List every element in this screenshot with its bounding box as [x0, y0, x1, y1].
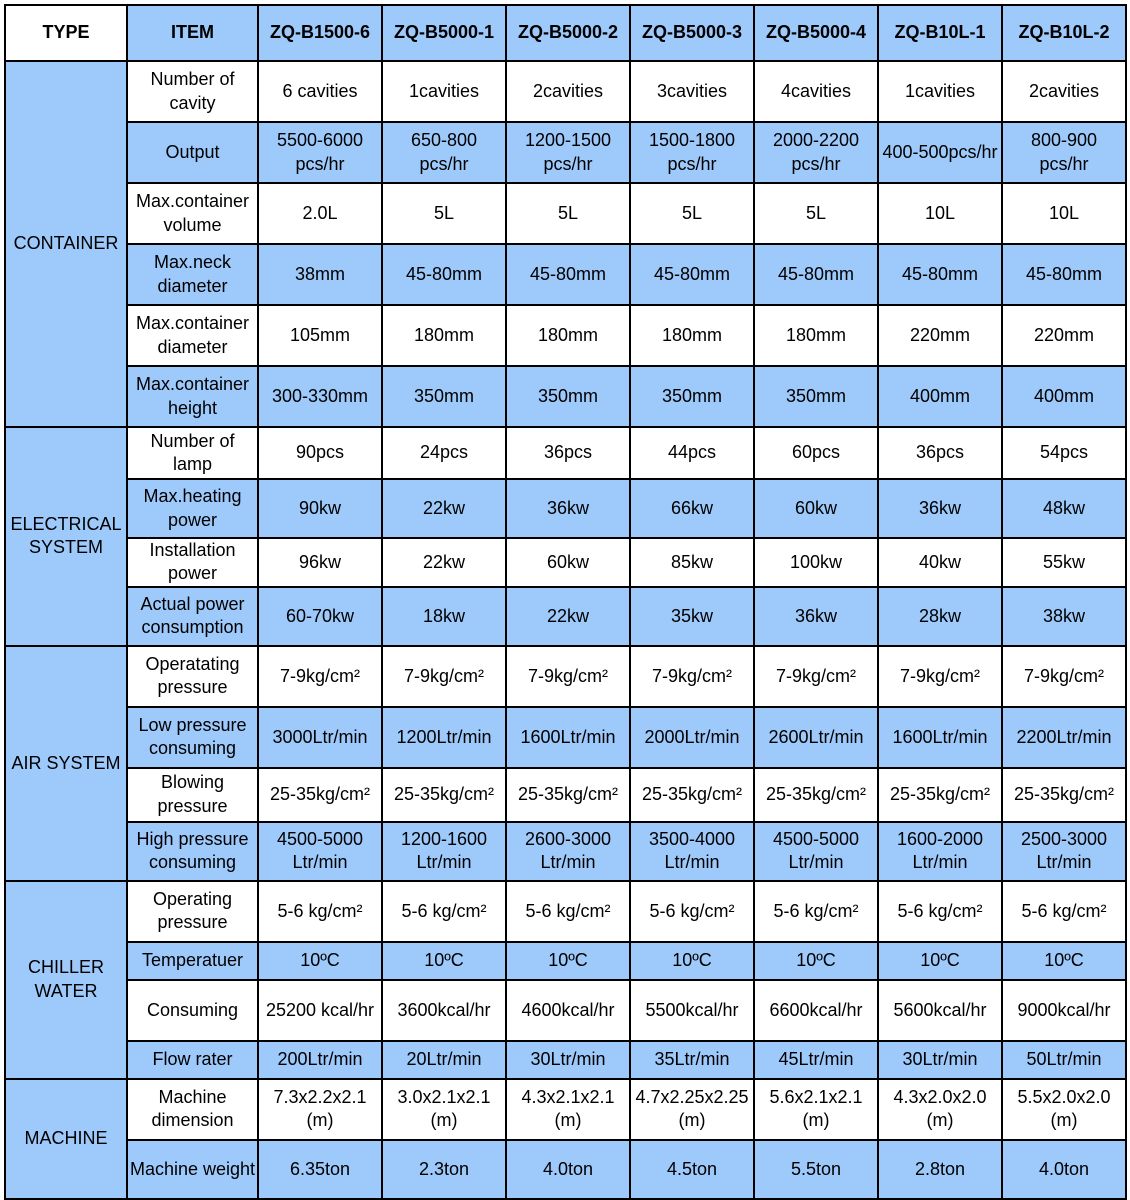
value-cell: 9000kcal/hr — [1002, 980, 1126, 1041]
value-cell: 66kw — [630, 479, 754, 538]
value-cell: 3.0x2.1x2.1(m) — [382, 1079, 506, 1140]
value-cell: 25-35kg/cm² — [1002, 768, 1126, 822]
item-label: Max.container diameter — [127, 305, 258, 366]
value-cell: 10ºC — [630, 942, 754, 980]
value-cell: 220mm — [1002, 305, 1126, 366]
value-cell: 10ºC — [1002, 942, 1126, 980]
value-cell: 28kw — [878, 587, 1002, 646]
value-cell: 25-35kg/cm² — [382, 768, 506, 822]
value-cell: 2.8ton — [878, 1140, 1002, 1199]
value-cell: 2.3ton — [382, 1140, 506, 1199]
value-cell: 7-9kg/cm² — [878, 646, 1002, 707]
value-cell: 2000-2200 pcs/hr — [754, 122, 878, 183]
item-label: Operating pressure — [127, 881, 258, 942]
value-cell: 2cavities — [1002, 61, 1126, 122]
value-cell: 1600-2000 Ltr/min — [878, 822, 1002, 881]
value-cell: 2200Ltr/min — [1002, 707, 1126, 768]
value-cell: 5600kcal/hr — [878, 980, 1002, 1041]
table-row — [5, 942, 1126, 980]
value-cell: 1cavities — [878, 61, 1002, 122]
value-cell: 2600Ltr/min — [754, 707, 878, 768]
value-cell: 300-330mm — [258, 366, 382, 427]
value-cell: 800-900 pcs/hr — [1002, 122, 1126, 183]
value-cell: 4.7x2.25x2.25(m) — [630, 1079, 754, 1140]
value-cell: 2.0L — [258, 183, 382, 244]
model-header: ZQ-B1500-6 — [258, 5, 382, 61]
item-label: Consuming — [127, 980, 258, 1041]
value-cell: 350mm — [382, 366, 506, 427]
table-row — [5, 479, 1126, 538]
value-cell: 4500-5000 Ltr/min — [258, 822, 382, 881]
item-label: Installation power — [127, 538, 258, 587]
value-cell: 25-35kg/cm² — [506, 768, 630, 822]
value-cell: 3600kcal/hr — [382, 980, 506, 1041]
table-row — [5, 538, 1126, 587]
value-cell: 90pcs — [258, 427, 382, 479]
value-cell: 5-6 kg/cm² — [754, 881, 878, 942]
value-cell: 5-6 kg/cm² — [258, 881, 382, 942]
value-cell: 22kw — [382, 479, 506, 538]
item-label: Machine dimension — [127, 1079, 258, 1140]
model-header: ZQ-B5000-3 — [630, 5, 754, 61]
value-cell: 5L — [630, 183, 754, 244]
table-row — [5, 244, 1126, 305]
item-label: Blowing pressure — [127, 768, 258, 822]
item-label: Number of cavity — [127, 61, 258, 122]
value-cell: 7-9kg/cm² — [506, 646, 630, 707]
value-cell: 7.3x2.2x2.1(m) — [258, 1079, 382, 1140]
value-cell: 1200-1600 Ltr/min — [382, 822, 506, 881]
value-cell: 4500-5000 Ltr/min — [754, 822, 878, 881]
table-row — [5, 1079, 1126, 1140]
value-cell: 60kw — [754, 479, 878, 538]
value-cell: 38kw — [1002, 587, 1126, 646]
value-cell: 10L — [1002, 183, 1126, 244]
value-cell: 54pcs — [1002, 427, 1126, 479]
value-cell: 85kw — [630, 538, 754, 587]
value-cell: 100kw — [754, 538, 878, 587]
value-cell: 2000Ltr/min — [630, 707, 754, 768]
table-row — [5, 707, 1126, 768]
value-cell: 25-35kg/cm² — [878, 768, 1002, 822]
value-cell: 7-9kg/cm² — [382, 646, 506, 707]
value-cell: 1600Ltr/min — [878, 707, 1002, 768]
value-cell: 3000Ltr/min — [258, 707, 382, 768]
table-row — [5, 768, 1126, 822]
value-cell: 35kw — [630, 587, 754, 646]
table-row — [5, 427, 1126, 479]
value-cell: 7-9kg/cm² — [1002, 646, 1126, 707]
value-cell: 1200Ltr/min — [382, 707, 506, 768]
model-header: ZQ-B10L-1 — [878, 5, 1002, 61]
value-cell: 25-35kg/cm² — [630, 768, 754, 822]
value-cell: 5L — [506, 183, 630, 244]
value-cell: 30Ltr/min — [506, 1041, 630, 1079]
value-cell: 350mm — [754, 366, 878, 427]
model-header: ZQ-B5000-2 — [506, 5, 630, 61]
value-cell: 4.0ton — [506, 1140, 630, 1199]
value-cell: 45-80mm — [1002, 244, 1126, 305]
model-header: ZQ-B5000-4 — [754, 5, 878, 61]
value-cell: 3500-4000 Ltr/min — [630, 822, 754, 881]
value-cell: 45-80mm — [382, 244, 506, 305]
item-label: Operatating pressure — [127, 646, 258, 707]
value-cell: 20Ltr/min — [382, 1041, 506, 1079]
item-label: Actual power consumption — [127, 587, 258, 646]
value-cell: 36kw — [878, 479, 1002, 538]
value-cell: 400-500pcs/hr — [878, 122, 1002, 183]
value-cell: 7-9kg/cm² — [258, 646, 382, 707]
value-cell: 4.3x2.1x2.1(m) — [506, 1079, 630, 1140]
value-cell: 5500-6000 pcs/hr — [258, 122, 382, 183]
value-cell: 220mm — [878, 305, 1002, 366]
value-cell: 5-6 kg/cm² — [1002, 881, 1126, 942]
value-cell: 50Ltr/min — [1002, 1041, 1126, 1079]
value-cell: 96kw — [258, 538, 382, 587]
value-cell: 6 cavities — [258, 61, 382, 122]
item-label: Max.heating power — [127, 479, 258, 538]
value-cell: 38mm — [258, 244, 382, 305]
value-cell: 36pcs — [878, 427, 1002, 479]
value-cell: 5L — [754, 183, 878, 244]
value-cell: 5-6 kg/cm² — [506, 881, 630, 942]
value-cell: 400mm — [878, 366, 1002, 427]
table-row — [5, 366, 1126, 427]
value-cell: 60pcs — [754, 427, 878, 479]
value-cell: 2cavities — [506, 61, 630, 122]
value-cell: 350mm — [630, 366, 754, 427]
value-cell: 4.5ton — [630, 1140, 754, 1199]
value-cell: 105mm — [258, 305, 382, 366]
value-cell: 5500kcal/hr — [630, 980, 754, 1041]
value-cell: 45-80mm — [506, 244, 630, 305]
item-header: ITEM — [127, 5, 258, 61]
value-cell: 36pcs — [506, 427, 630, 479]
value-cell: 7-9kg/cm² — [630, 646, 754, 707]
value-cell: 10ºC — [506, 942, 630, 980]
value-cell: 350mm — [506, 366, 630, 427]
value-cell: 4.3x2.0x2.0(m) — [878, 1079, 1002, 1140]
value-cell: 180mm — [754, 305, 878, 366]
group-label-machine: MACHINE — [5, 1079, 127, 1199]
value-cell: 1cavities — [382, 61, 506, 122]
value-cell: 180mm — [382, 305, 506, 366]
group-label-container: CONTAINER — [5, 61, 127, 427]
value-cell: 18kw — [382, 587, 506, 646]
value-cell: 45-80mm — [878, 244, 1002, 305]
value-cell: 5L — [382, 183, 506, 244]
value-cell: 180mm — [506, 305, 630, 366]
value-cell: 5.6x2.1x2.1(m) — [754, 1079, 878, 1140]
value-cell: 10L — [878, 183, 1002, 244]
value-cell: 45Ltr/min — [754, 1041, 878, 1079]
value-cell: 60-70kw — [258, 587, 382, 646]
value-cell: 45-80mm — [630, 244, 754, 305]
table-row — [5, 822, 1126, 881]
value-cell: 36kw — [754, 587, 878, 646]
value-cell: 4600kcal/hr — [506, 980, 630, 1041]
item-label: Low pressure consuming — [127, 707, 258, 768]
value-cell: 2500-3000 Ltr/min — [1002, 822, 1126, 881]
value-cell: 10ºC — [754, 942, 878, 980]
value-cell: 4.0ton — [1002, 1140, 1126, 1199]
spec-table — [4, 4, 1127, 1200]
value-cell: 24pcs — [382, 427, 506, 479]
value-cell: 4cavities — [754, 61, 878, 122]
value-cell: 6.35ton — [258, 1140, 382, 1199]
table-row — [5, 881, 1126, 942]
type-header: TYPE — [5, 5, 127, 61]
item-label: Flow rater — [127, 1041, 258, 1079]
value-cell: 10ºC — [258, 942, 382, 980]
group-label-air-system: AIR SYSTEM — [5, 646, 127, 881]
value-cell: 25-35kg/cm² — [754, 768, 878, 822]
table-row — [5, 587, 1126, 646]
value-cell: 5-6 kg/cm² — [878, 881, 1002, 942]
value-cell: 1500-1800 pcs/hr — [630, 122, 754, 183]
value-cell: 40kw — [878, 538, 1002, 587]
item-label: Machine weight — [127, 1140, 258, 1199]
value-cell: 60kw — [506, 538, 630, 587]
value-cell: 36kw — [506, 479, 630, 538]
table-row — [5, 1140, 1126, 1199]
group-label-chiller-water: CHILLER WATER — [5, 881, 127, 1079]
value-cell: 48kw — [1002, 479, 1126, 538]
value-cell: 2600-3000 Ltr/min — [506, 822, 630, 881]
table-row — [5, 183, 1126, 244]
item-label: Max.container volume — [127, 183, 258, 244]
value-cell: 400mm — [1002, 366, 1126, 427]
table-row — [5, 122, 1126, 183]
group-label-electrical-system: ELECTRICAL SYSTEM — [5, 427, 127, 646]
table-row — [5, 305, 1126, 366]
value-cell: 90kw — [258, 479, 382, 538]
value-cell: 650-800 pcs/hr — [382, 122, 506, 183]
model-header: ZQ-B10L-2 — [1002, 5, 1126, 61]
value-cell: 200Ltr/min — [258, 1041, 382, 1079]
value-cell: 7-9kg/cm² — [754, 646, 878, 707]
value-cell: 180mm — [630, 305, 754, 366]
value-cell: 45-80mm — [754, 244, 878, 305]
value-cell: 30Ltr/min — [878, 1041, 1002, 1079]
item-label: Temperatuer — [127, 942, 258, 980]
value-cell: 22kw — [382, 538, 506, 587]
item-label: Max.neck diameter — [127, 244, 258, 305]
value-cell: 3cavities — [630, 61, 754, 122]
value-cell: 25-35kg/cm² — [258, 768, 382, 822]
table-row — [5, 646, 1126, 707]
value-cell: 25200 kcal/hr — [258, 980, 382, 1041]
value-cell: 5.5x2.0x2.0(m) — [1002, 1079, 1126, 1140]
value-cell: 55kw — [1002, 538, 1126, 587]
value-cell: 5-6 kg/cm² — [630, 881, 754, 942]
value-cell: 10ºC — [382, 942, 506, 980]
value-cell: 1600Ltr/min — [506, 707, 630, 768]
value-cell: 1200-1500 pcs/hr — [506, 122, 630, 183]
table-row — [5, 61, 1126, 122]
table-row — [5, 980, 1126, 1041]
item-label: High pressure consuming — [127, 822, 258, 881]
value-cell: 10ºC — [878, 942, 1002, 980]
item-label: Max.container height — [127, 366, 258, 427]
value-cell: 35Ltr/min — [630, 1041, 754, 1079]
model-header: ZQ-B5000-1 — [382, 5, 506, 61]
value-cell: 5.5ton — [754, 1140, 878, 1199]
table-row — [5, 1041, 1126, 1079]
value-cell: 5-6 kg/cm² — [382, 881, 506, 942]
item-label: Output — [127, 122, 258, 183]
item-label: Number of lamp — [127, 427, 258, 479]
value-cell: 44pcs — [630, 427, 754, 479]
value-cell: 6600kcal/hr — [754, 980, 878, 1041]
value-cell: 22kw — [506, 587, 630, 646]
